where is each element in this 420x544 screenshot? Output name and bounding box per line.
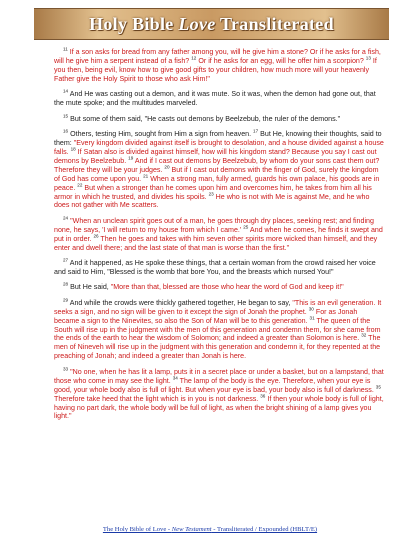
scripture-paragraph [54,48,384,84]
words-of-jesus: The queen of the South will rise up in the judgment with the men of this generation and condemn them, for she came from the ends of the earth to hear the wisdom of Solomon; and indeed a greater than Solomon is here. [54,316,381,343]
verse-number: 34 [172,375,178,381]
words-of-jesus: If you then, being evil, know how to give good gifts to your children, how much more will your heavenly Father give the Holy Spirit to those who ask Him!" [54,56,377,83]
words-of-jesus: Or if he asks for an egg, will he offer him a scorpion? [198,56,366,65]
title-pre: Holy Bible [89,13,179,34]
scripture-paragraph [54,217,384,253]
verse-number: 31 [309,315,315,321]
page-title-banner [34,8,389,40]
footer [0,526,420,533]
verse-number: 23 [208,191,214,197]
words-of-jesus: "This is an evil generation. It seeks a sign, and no sign will be given to it except the sign of Jonah the prophet. [54,298,382,316]
words-of-jesus: He who is not with Me is against Me, and he who does not gather with Me scatters. [54,192,370,210]
verse-number: 35 [375,384,381,390]
verse-number: 28 [63,281,69,287]
narrative-text: And while the crowds were thickly gathered together, He began to say, [69,298,293,307]
words-of-jesus: But if I cast out demons with the finger of God, surely the kingdom of God has come upon you. [54,165,379,183]
words-of-jesus: For as Jonah became a sign to the Ninevites, so also the Son of Man will be to this generation. [54,307,358,325]
words-of-jesus: "Every kingdom divided against itself is brought to desolation, and a house divided against a house falls. [54,138,384,156]
footer-pre: The Holy Bible of Love - [102,526,172,533]
scripture-body [54,48,384,428]
words-of-jesus: If Satan also is divided against himself, how will his kingdom stand? Because you say I cast out demons by Beelzebub. [54,147,377,165]
scripture-paragraph [54,299,384,362]
title-love: Love [178,13,216,34]
scripture-paragraph [54,259,384,277]
words-of-jesus: When a strong man, fully armed, guards his own palace, his goods are in peace. [54,174,380,192]
title-post: Transliterated [215,13,334,34]
narrative-text: And He was casting out a demon, and it was mute. So it was, when the demon had gone out, that the mute spoke; and the multitudes marveled. [54,90,376,108]
footer-post: - Transliterated / Expounded (HBLT/E) [211,526,318,533]
words-of-jesus: "No one, when he has lit a lamp, puts it in a secret place or under a basket, but on a lampstand, that those who come in may see the light. [54,367,384,385]
verse-number: 17 [253,128,259,134]
words-of-jesus: If then your whole body is full of light, having no part dark, the whole body will be full of light, as when the bright shining of a lamp gives you light." [54,394,384,421]
verse-number: 25 [243,224,249,230]
verse-number: 24 [63,215,69,221]
scripture-paragraph [54,368,384,422]
words-of-jesus: If a son asks for bread from any father among you, will he give him a stone? Or if he asks for a fish, will he give him a serpent instead of a fish? [54,48,381,65]
scripture-paragraph [54,90,384,108]
verse-number: 30 [308,306,314,312]
verse-number: 21 [143,173,149,179]
page-title [89,14,334,35]
scripture-paragraph [54,283,384,292]
narrative-text: But some of them said, "He casts out demons by Beelzebub, the ruler of the demons." [70,114,341,123]
verse-number: 20 [164,164,170,170]
narrative-text: And it happened, as He spoke these things, that a certain woman from the crowd raised her voice and said to Him, "Blessed is the womb that bore You, and the breasts which nursed You!" [54,259,376,276]
words-of-jesus: The lamp of the body is the eye. Therefore, when your eye is good, your whole body also is full of light. But when your eye is bad, your body also is full of darkness. [54,376,376,394]
words-of-jesus: Therefore take heed that the light which is in you is not darkness. [54,394,261,403]
footer-link[interactable] [103,526,317,533]
verse-number: 18 [70,146,76,152]
words-of-jesus: But when a stronger than he comes upon him and overcomes him, he takes from him all his armor in which he trusted, and divides his spoils. [54,183,372,201]
scripture-paragraph [54,130,384,211]
footer-testament: New Testament [171,526,212,533]
verse-number: 13 [365,55,371,61]
verse-number: 19 [128,155,134,161]
verse-number: 22 [77,182,83,188]
words-of-jesus: The men of Nineveh will rise up in the judgment with this generation and condemn it, for they repented at the preaching of Jonah; and indeed a greater than Jonah is here. [54,334,381,361]
verse-number: 32 [361,333,367,339]
words-of-jesus: "When an unclean spirit goes out of a man, he goes through dry places, seeking rest; and finding none, he says, 'I will return to my house from which I came.' [54,216,374,234]
verse-number: 12 [191,55,197,61]
scripture-paragraph [54,115,384,124]
narrative-text: But He said, [70,283,111,292]
verse-number: 27 [63,257,69,263]
verse-number: 11 [63,46,68,52]
verse-number: 16 [63,128,69,134]
narrative-text: Others, testing Him, sought from Him a sign from heaven. [70,129,254,138]
narrative-text: But He, knowing their thoughts, said to them: [54,129,382,147]
words-of-jesus: Then he goes and takes with him seven other spirits more wicked than himself, and they enter and dwell there; and the last state of that man is worse than the first." [54,234,378,252]
verse-number: 29 [63,297,69,303]
words-of-jesus: And when he comes, he finds it swept and put in order. [54,225,383,243]
verse-number: 26 [93,233,99,239]
words-of-jesus: And if I cast out demons by Beelzebub, by whom do your sons cast them out? Therefore they will be your judges. [54,156,380,174]
verse-number: 14 [63,88,69,94]
words-of-jesus: "More than that, blessed are those who hear the word of God and keep it!" [110,283,344,292]
verse-number: 33 [63,366,69,372]
verse-number: 15 [63,113,69,119]
verse-number: 36 [260,393,266,399]
